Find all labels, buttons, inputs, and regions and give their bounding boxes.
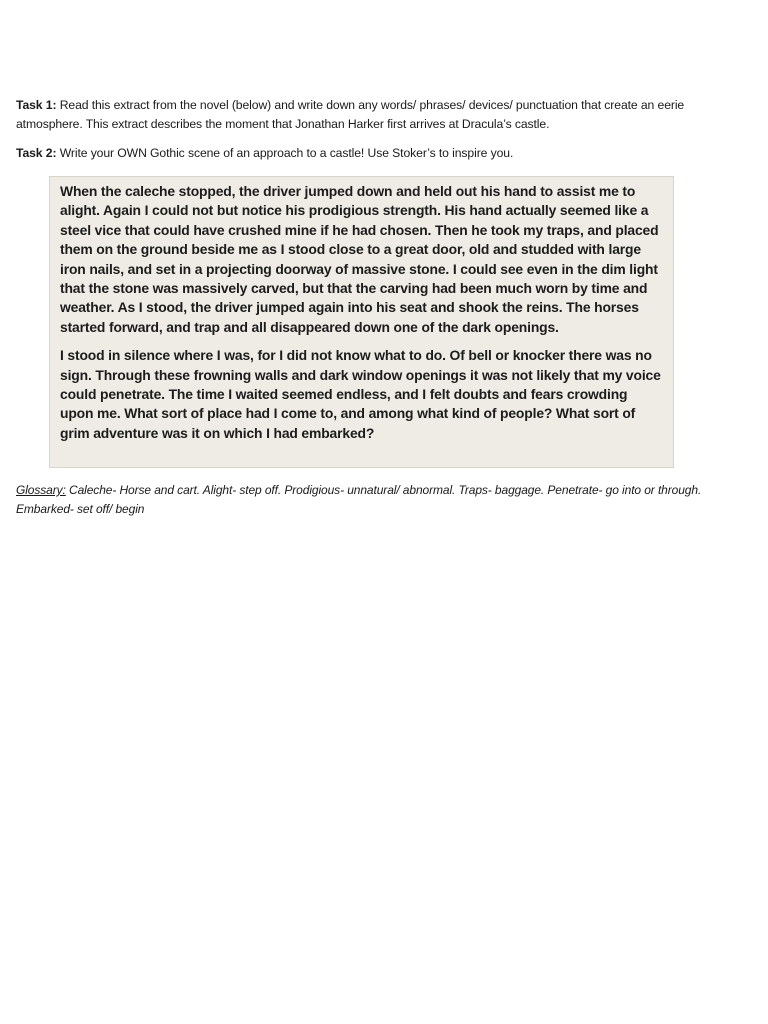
glossary-text: Caleche- Horse and cart. Alight- step off. Prodigious- unnatural/ abnormal. Traps- baggage. Penetrate- go into or through. Embarked- set off/ begin	[16, 483, 702, 516]
extract-paragraph-1: When the caleche stopped, the driver jumped down and held out his hand to assist me to alight. Again I could not but notice his prodigious strength. His hand actually seemed like a steel vice that could have crushed mine if he had chosen. Then he took my traps, and placed them on the ground beside me as I stood close to a great door, old and studded with large iron nails, and set in a projecting doorway of massive stone. I could see even in the dim light that the stone was massively carved, but that the carving had been much worn by time and weather. As I stood, the driver jumped again into his seat and shook the reins. The horses started forward, and trap and all disappeared down one of the dark openings.	[60, 183, 659, 335]
task-1-instruction	[16, 96, 736, 134]
novel-extract-box	[49, 176, 674, 468]
glossary	[16, 481, 726, 519]
task-1-label: Task 1:	[16, 98, 57, 112]
extract-paragraph-2: I stood in silence where I was, for I did not know what to do. Of bell or knocker there was no sign. Through these frowning walls and dark window openings it was not likely that my voice could penetrate. The time I waited seemed endless, and I felt doubts and fears crowding upon me. What sort of place had I come to, and among what kind of people? What sort of grim adventure was it on which I had embarked?	[60, 347, 661, 441]
task-2-label: Task 2:	[16, 146, 57, 160]
task-2-text: Write your OWN Gothic scene of an approach to a castle! Use Stoker’s to inspire you.	[56, 146, 514, 160]
task-1-text: Read this extract from the novel (below) and write down any words/ phrases/ devices/ punctuation that create an eerie atmosphere. This extract describes the moment that Jonathan Harker first arrives at Dracula’s castle.	[16, 98, 685, 131]
glossary-label: Glossary:	[16, 483, 66, 497]
task-2-instruction	[16, 144, 736, 163]
